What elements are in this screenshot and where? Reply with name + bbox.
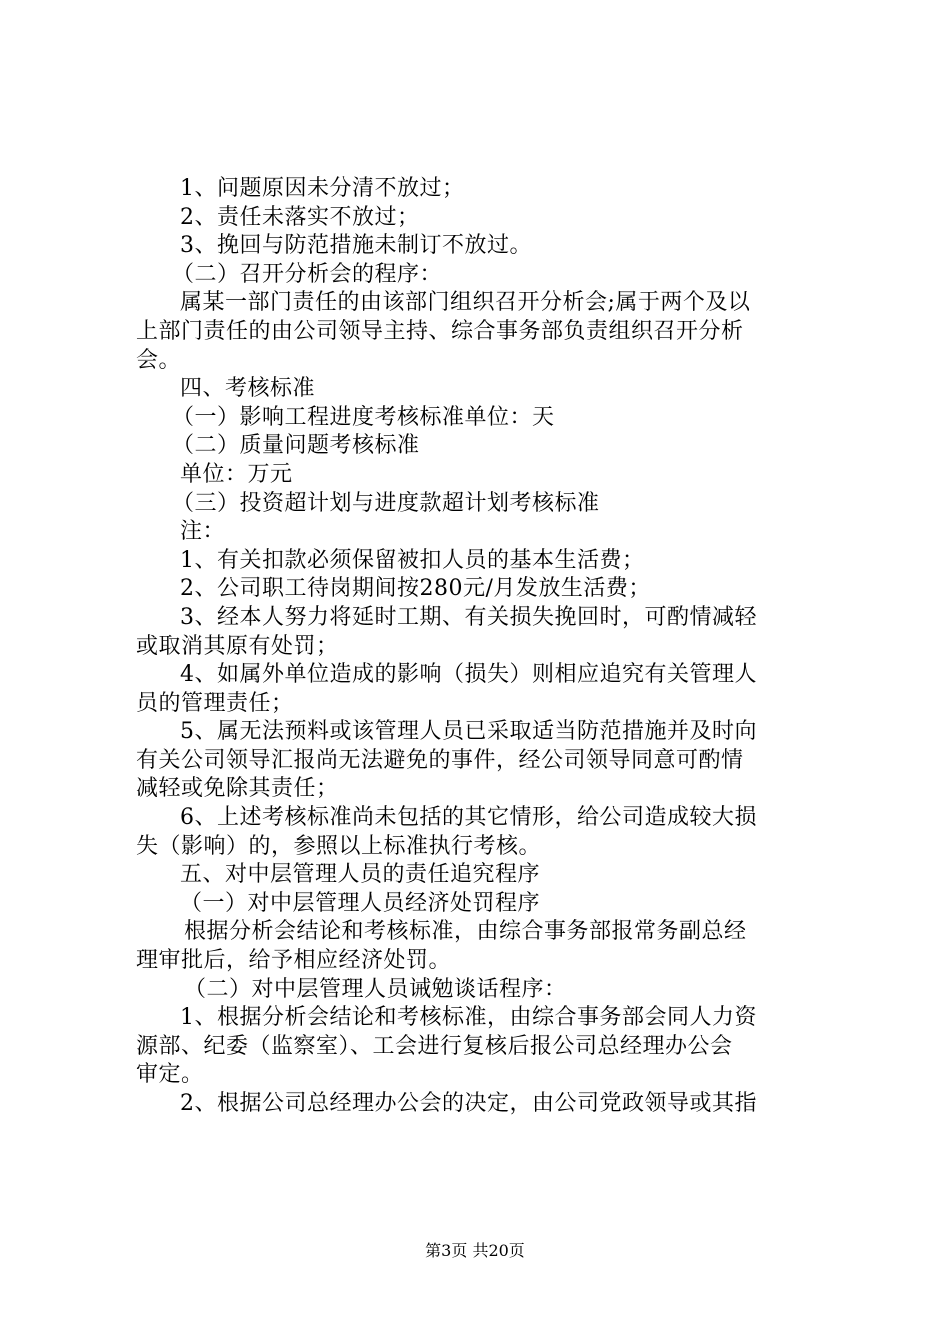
text-line: 4、如属外单位造成的影响（损失）则相应追究有关管理人	[180, 662, 757, 688]
text-line: 审定。	[136, 1062, 204, 1088]
text-line: 2、责任未落实不放过；	[180, 204, 420, 230]
text-line: 有关公司领导汇报尚无法避免的事件，经公司领导同意可酌情	[136, 747, 744, 773]
text-line: 根据分析会结论和考核标准，由综合事务部报常务副总经	[184, 919, 747, 945]
text-line: 3、挽回与防范措施未制订不放过。	[180, 233, 532, 259]
section-heading: 四、考核标准	[180, 376, 316, 402]
text-line: 上部门责任的由公司领导主持、综合事务部负责组织召开分析	[136, 318, 744, 344]
text-line: 1、根据分析会结论和考核标准，由综合事务部会同人力资	[180, 1005, 757, 1031]
section-heading: （二）质量问题考核标准	[172, 433, 420, 459]
text-line: 3、经本人努力将延时工期、有关损失挽回时，可酌情减轻	[180, 604, 757, 630]
text-line: 1、有关扣款必须保留被扣人员的基本生活费；	[180, 547, 645, 573]
text-line: 注：	[180, 519, 226, 545]
text-line: 员的管理责任；	[136, 690, 294, 716]
document-body	[136, 175, 830, 1119]
section-heading: 五、对中层管理人员的责任追究程序	[180, 862, 541, 888]
text-line: 2、公司职工待岗期间按280元/月发放生活费；	[180, 576, 651, 602]
section-heading: （二）对中层管理人员诫勉谈话程序：	[184, 976, 567, 1002]
section-heading: （二）召开分析会的程序：	[172, 261, 443, 287]
text-line: 减轻或免除其责任；	[136, 776, 339, 802]
page-footer	[0, 1240, 950, 1262]
text-line: 单位：万元	[180, 461, 293, 487]
text-line: 5、属无法预料或该管理人员已采取适当防范措施并及时向	[180, 719, 757, 745]
section-heading: （一）影响工程进度考核标准单位：天	[172, 404, 555, 430]
text-line: 会。	[136, 347, 182, 373]
text-line: 1、问题原因未分清不放过；	[180, 176, 465, 201]
text-line: 6、上述考核标准尚未包括的其它情形，给公司造成较大损	[180, 805, 757, 831]
text-line: 2、根据公司总经理办公会的决定，由公司党政领导或其指	[180, 1091, 757, 1116]
section-heading: （三）投资超计划与进度款超计划考核标准	[172, 490, 600, 516]
text-line: 或取消其原有处罚；	[136, 633, 339, 659]
text-line: 属某一部门责任的由该部门组织召开分析会;属于两个及以	[180, 290, 751, 316]
text-line: 失（影响）的，参照以上标准执行考核。	[136, 833, 542, 859]
section-heading: （一）对中层管理人员经济处罚程序	[180, 890, 541, 916]
page-number-label: 第3页 共20页	[425, 1241, 525, 1260]
text-line: 理审批后，给予相应经济处罚。	[136, 948, 452, 974]
text-line: 源部、纪委（监察室）、工会进行复核后报公司总经理办公会	[136, 1033, 733, 1059]
